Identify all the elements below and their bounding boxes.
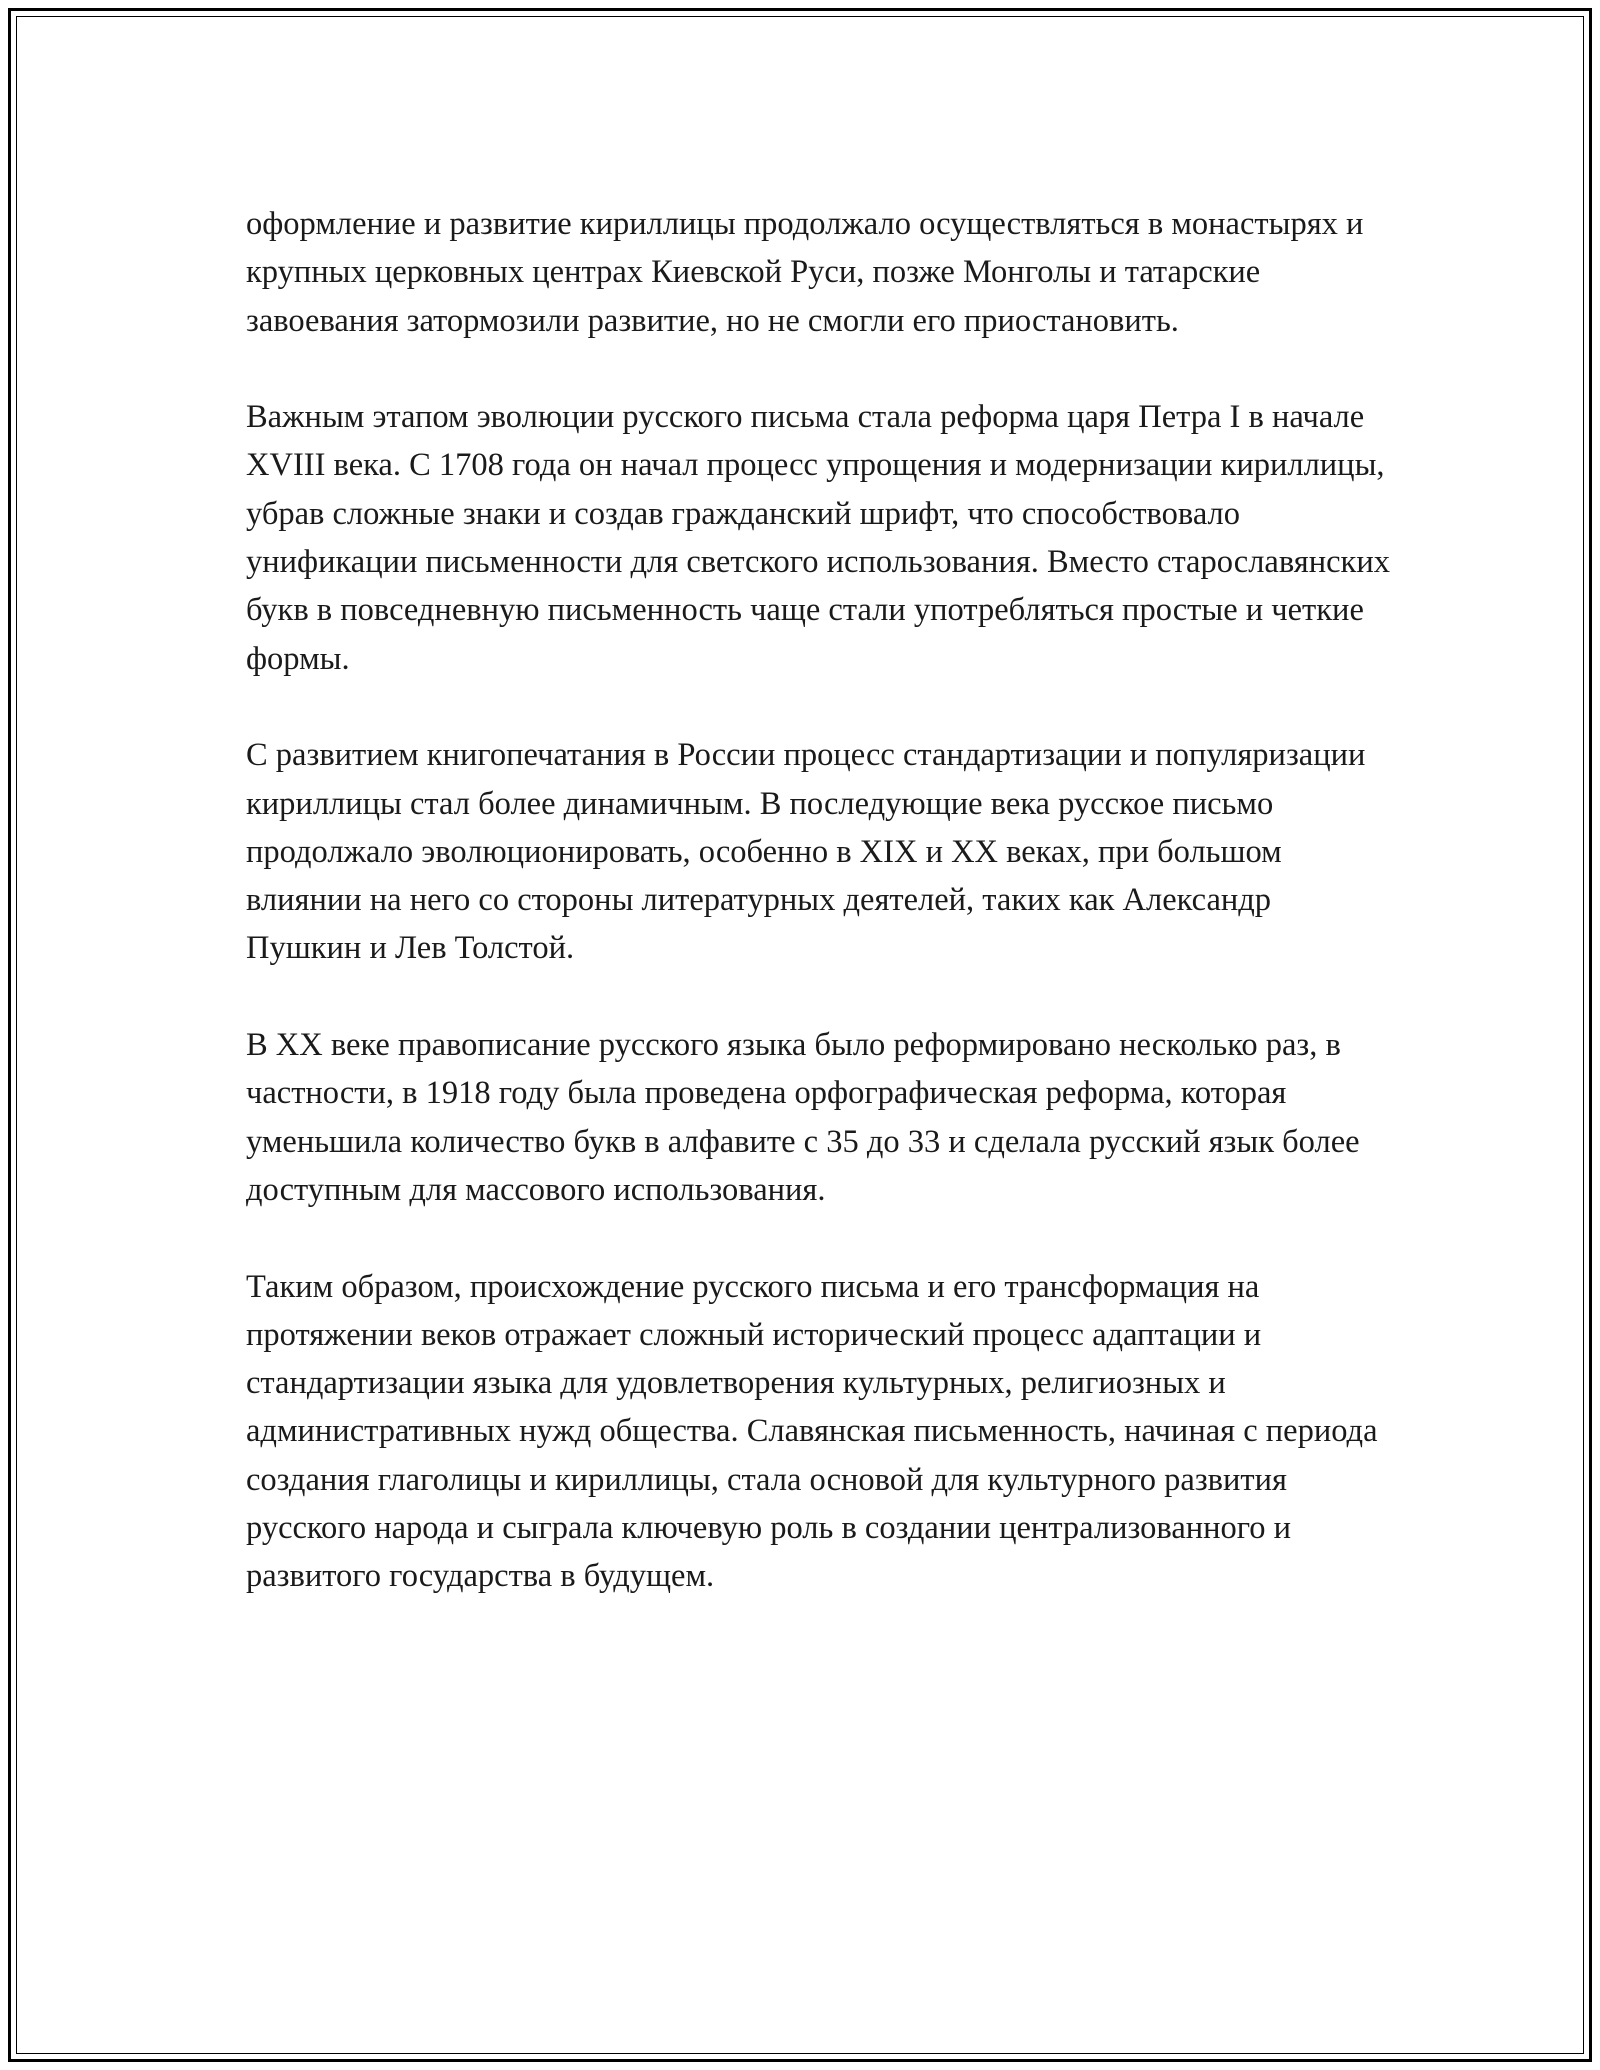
- paragraph-printing: С развитием книгопечатания в России процесс стандартизации и популяризации кириллицы стал более динамичным. В последующие века русское письмо продолжало эволюционировать, особенно в XIX и XX веках, при большом влиянии на него со стороны литературных деятелей, таких как Александр Пушкин и Лев Толстой.: [246, 737, 1366, 967]
- paragraph-cyrillic-development: оформление и развитие кириллицы продолжало осуществляться в монастырях и крупных церковных центрах Киевской Руси, позже Монголы и татарские завоевания затормозили развитие, но не смогли его приостановить.: [246, 206, 1364, 339]
- document-body: [246, 200, 1391, 1649]
- document-page: [8, 8, 1592, 2062]
- paragraph-conclusion: Таким образом, происхождение русского письма и его трансформация на протяжении веков отражает сложный исторический процесс адаптации и стандартизации языка для удовлетворения культурных, религиозных и административных нужд общества. Славянская письменность, начиная с периода создания глаголицы и кириллицы, стала основой для культурного развития русского народа и сыграла ключевую роль в создании централизованного и развитого государства в будущем.: [246, 1268, 1378, 1595]
- paragraph-20th-century-reform: В XX веке правописание русского языка было реформировано несколько раз, в частности, в 1918 году была проведена орфографическая реформа, которая уменьшила количество букв в алфавите с 35 до 33 и сделала русский язык более доступным для массового использования.: [246, 1027, 1360, 1208]
- paragraph-peter-reform: Важным этапом эволюции русского письма стала реформа царя Петра I в начале XVIII века. С 1708 года он начал процесс упрощения и модернизации кириллицы, убрав сложные знаки и создав гражданский шрифт, что способствовало унификации письменности для светского использования. Вместо старославянских букв в повседневную письменность чаще стали употребляться простые и четкие формы.: [246, 399, 1390, 677]
